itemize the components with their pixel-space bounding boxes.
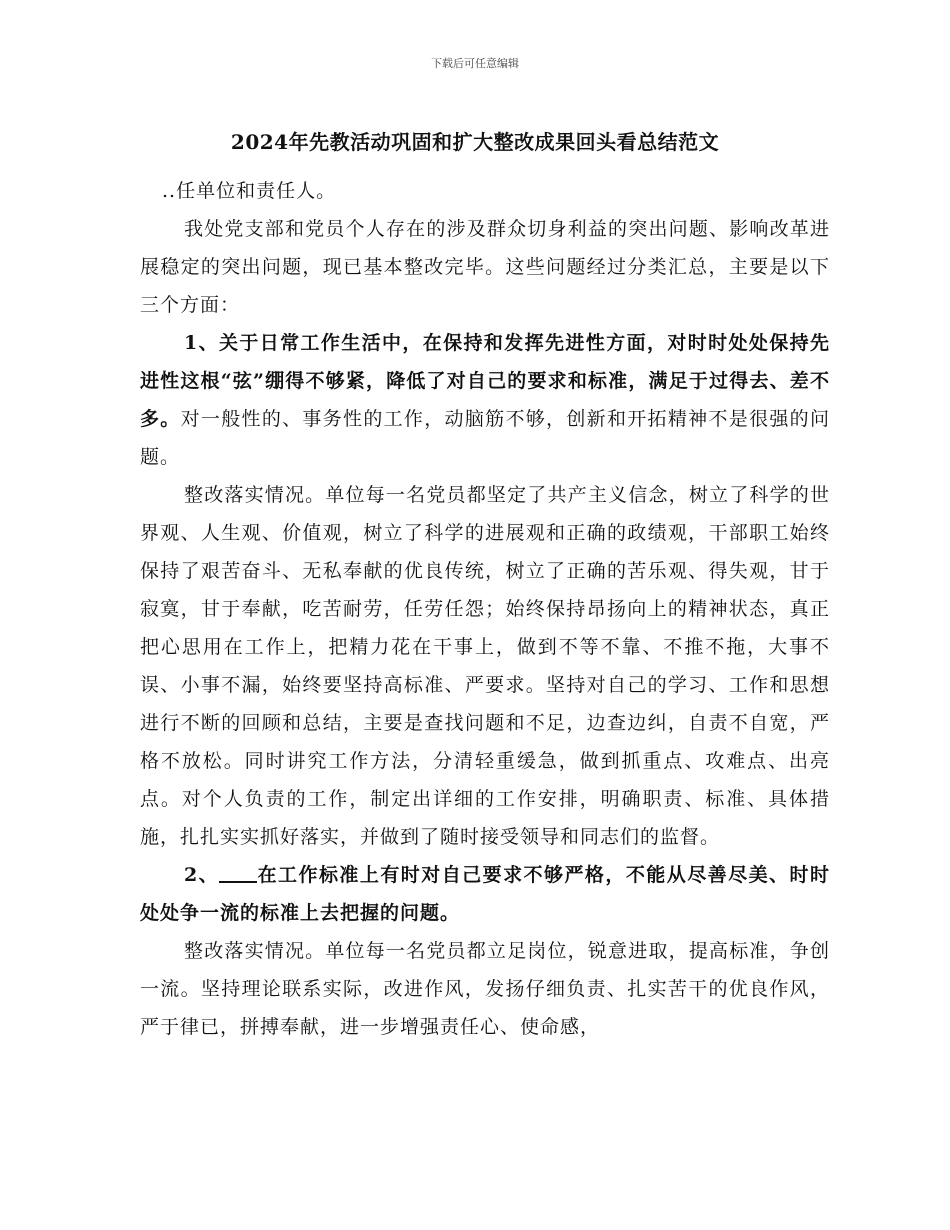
blank-underline (219, 861, 257, 883)
item-1-heading: 1、关于日常工作生活中，在保持和发挥先进性方面，对时时处处保持先进性这根“弦”绷得不够紧，降低了对自己的要求和标准，满足于过得去、差不多。 (140, 332, 830, 430)
item-2-heading: 在工作标准上有时对自己要求不够严格，不能从尽善尽美、时时处处争一流的标准上去把握的问题。 (140, 864, 830, 924)
item-1-text: 对一般性的、事务性的工作，动脑筋不够，创新和开拓精神不是很强的问题。 (140, 408, 830, 468)
item-1-rectification: 整改落实情况。单位每一名党员都坚定了共产主义信念，树立了科学的世界观、人生观、价值观，树立了科学的进展观和正确的政绩观，干部职工始终保持了艰苦奋斗、无私奉献的优良传统，树立了正确的苦乐观、得失观，甘于寂寞，甘于奉献，吃苦耐劳，任劳任怨；始终保持昂扬向上的精神状态，真正把心思用在工作上，把精力花在干事上，做到不等不靠、不推不拖，大事不误、小事不漏，始终要坚持高标准、严要求。坚持对自己的学习、工作和思想进行不断的回顾和总结，主要是查找问题和不足，边查边纠，自责不自宽，严格不放松。同时讲究工作方法，分清轻重缓急，做到抓重点、攻难点、出亮点。对个人负责的工作，制定出详细的工作安排，明确职责、标准、具体措施，扎扎实实抓好落实，并做到了随时接受领导和同志们的监督。 (140, 484, 830, 848)
item-2-number: 2、 (184, 864, 220, 886)
item-2-rectification: 整改落实情况。单位每一名党员都立足岗位，锐意进取，提高标准，争创一流。坚持理论联系实际，改进作风，发扬仔细负责、扎实苦干的优良作风，严于律已，拼搏奉献，进一步增强责任心、使命感， (140, 940, 830, 1038)
document-title: 2024年先教活动巩固和扩大整改成果回头看总结范文 (230, 130, 720, 154)
paragraph-1: 我处党支部和党员个人存在的涉及群众切身利益的突出问题、影响改革进展稳定的突出问题，现已基本整改完毕。这些问题经过分类汇总，主要是以下三个方面： (140, 218, 830, 316)
item-1 (140, 324, 830, 476)
intro-line: ..任单位和责任人。 (162, 180, 337, 202)
page-header-note: 下载后可任意编辑 (431, 57, 519, 70)
item-2 (140, 856, 830, 932)
document-body (140, 172, 830, 1046)
